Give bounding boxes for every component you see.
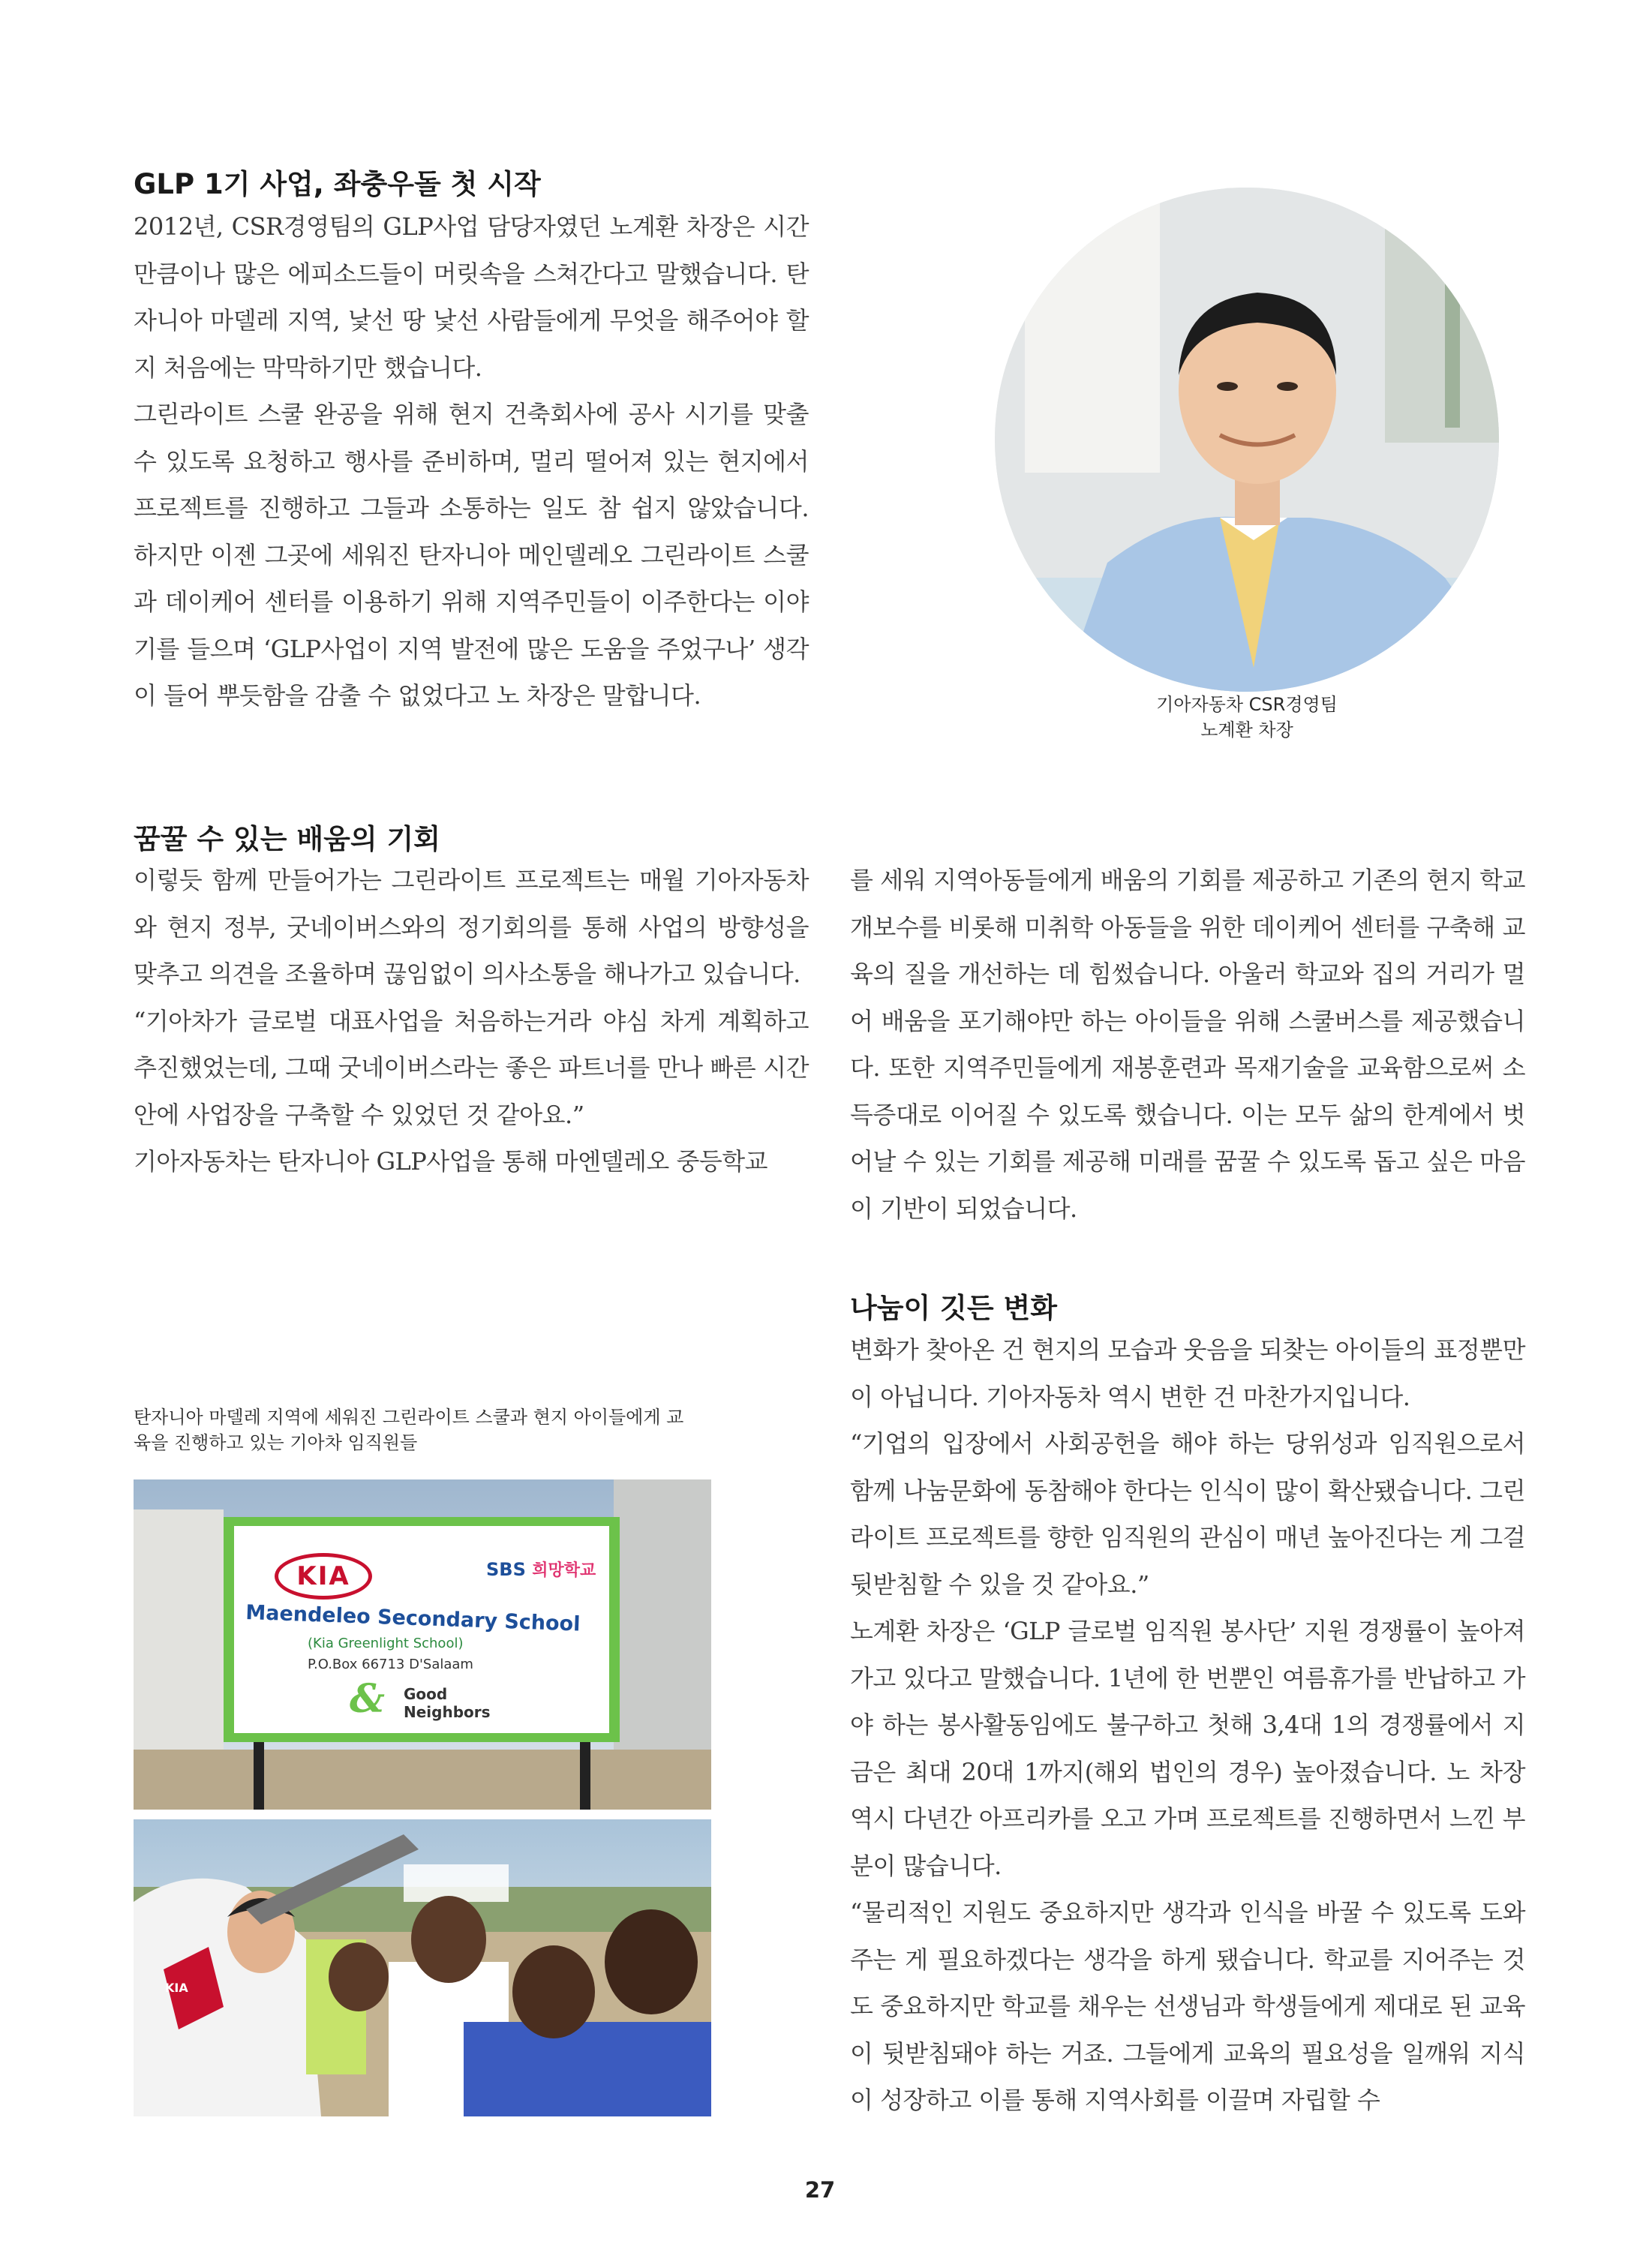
photos-caption (134, 1404, 719, 1455)
section2-left-paragraph-2: “기아차가 글로벌 대표사업을 처음하는거라 야심 차게 계획하고 추진했었는데, 그때 굿네이버스라는 좋은 파트너를 만나 빠른 시간 안에 사업장을 구축할 수 있었던 것 같아요.” (134, 1006, 809, 1129)
school-sign-photo (134, 1479, 711, 1810)
section3-body (850, 1326, 1525, 2124)
portrait-photo (995, 188, 1499, 692)
section1-body (134, 203, 809, 719)
photos-caption-line1: 탄자니아 마델레 지역에 세워진 그린라이트 스쿨과 현지 아이들에게 교 (134, 1407, 684, 1428)
section3-paragraph-4: “물리적인 지원도 중요하지만 생각과 인식을 바꿀 수 있도록 도와주는 게 필요하겠다는 생각을 하게 됐습니다. 학교를 지어주는 것도 중요하지만 학교를 채우는 선생님과 학생들에게 제대로 된 교육이 뒷받침돼야 하는 거죠. 그들에게 교육의 필요성을 일깨워 지식이 성장하고 이를 통해 지역사회를 이끌며 자립할 수 (850, 1898, 1525, 2114)
school-name: Maendeleo Secondary School (245, 1601, 581, 1636)
section2-heading: 꿈꿀 수 있는 배움의 기회 (134, 823, 440, 855)
school-address: P.O.Box 66713 D'Salaam (308, 1657, 473, 1672)
portrait-caption (995, 692, 1499, 743)
sbs-logo: SBS 희망학교 (486, 1559, 596, 1580)
section3-paragraph-2: “기업의 입장에서 사회공헌을 해야 하는 당위성과 임직원으로서 함께 나눔문화에 동참해야 한다는 인식이 많이 확산됐습니다. 그린라이트 프로젝트를 향한 임직원의 관심이 매년 높아진다는 게 그걸 뒷받침할 수 있을 것 같아요.” (850, 1429, 1525, 1599)
section2-right-body (850, 857, 1525, 1232)
section3-heading: 나눔이 깃든 변화 (850, 1292, 1057, 1324)
section2-right-paragraph: 를 세워 지역아동들에게 배움의 기회를 제공하고 기존의 현지 학교 개보수를 비롯해 미취학 아동들을 위한 데이케어 센터를 구축해 교육의 질을 개선하는 데 힘썼습니다. 아울러 학교와 집의 거리가 멀어 배움을 포기해야만 하는 아이들을 위해 스쿨버스를 제공했습니다. 또한 지역주민들에게 재봉훈련과 목재기술을 교육함으로써 소득증대로 이어질 수 있도록 했습니다. 이는 모두 삶의 한계에서 벗어날 수 있는 기회를 제공해 미래를 꿈꿀 수 있도록 돕고 싶은 마음이 기반이 되었습니다. (850, 866, 1525, 1223)
section2-left-paragraph-3: 기아자동차는 탄자니아 GLP사업을 통해 마엔델레오 중등학교 (134, 1147, 768, 1176)
good-neighbors-logo: Good Neighbors (404, 1685, 491, 1721)
photos-caption-line2: 육을 진행하고 있는 기아차 임직원들 (134, 1432, 418, 1453)
section1-paragraph-1: 2012년, CSR경영팀의 GLP사업 담당자였던 노계환 차장은 시간만큼이나 많은 에피소드들이 머릿속을 스쳐간다고 말했습니다. 탄자니아 마델레 지역, 낯선 땅 낯선 사람들에게 무엇을 해주어야 할지 처음에는 막막하기만 했습니다. (134, 212, 809, 382)
section3-paragraph-3: 노계환 차장은 ‘GLP 글로벌 임직원 봉사단’ 지원 경쟁률이 높아져 가고 있다고 말했습니다. 1년에 한 번뿐인 여름휴가를 반납하고 가야 하는 봉사활동임에도 불구하고 첫해 3,4대 1의 경쟁률에서 지금은 최대 20대 1까지(해외 법인의 경우) 높아졌습니다. 노 차장 역시 다년간 아프리카를 오고 가며 프로젝트를 진행하면서 느낀 부분이 많습니다. (850, 1617, 1525, 1880)
section2-left-paragraph-1: 이렇듯 함께 만들어가는 그린라이트 프로젝트는 매월 기아자동차와 현지 정부, 굿네이버스와의 정기회의를 통해 사업의 방향성을 맞추고 의견을 조율하며 끊임없이 의사소통을 해나가고 있습니다. (134, 866, 809, 988)
section1-paragraph-2: 그린라이트 스쿨 완공을 위해 현지 건축회사에 공사 시기를 맞출 수 있도록 요청하고 행사를 준비하며, 멀리 떨어져 있는 현지에서 프로젝트를 진행하고 그들과 소통하는 일도 참 쉽지 않았습니다. 하지만 이젠 그곳에 세워진 탄자니아 메인델레오 그린라이트 스쿨과 데이케어 센터를 이용하기 위해 지역주민들이 이주한다는 이야기를 들으며 ‘GLP사업이 지역 발전에 많은 도움을 주었구나’ 생각이 들어 뿌듯함을 감출 수 없었다고 노 차장은 말합니다. (134, 400, 809, 710)
school-subtitle: (Kia Greenlight School) (308, 1636, 464, 1651)
kia-logo: KIA (275, 1553, 372, 1600)
section1-heading: GLP 1기 사업, 좌충우돌 첫 시작 (134, 168, 541, 200)
section3-paragraph-1: 변화가 찾아온 건 현지의 모습과 웃음을 되찾는 아이들의 표정뿐만이 아닙니다. 기아자동차 역시 변한 건 마찬가지입니다. (850, 1335, 1525, 1411)
section2-left-body (134, 857, 809, 1185)
vest-kia-logo: KIA (165, 1981, 188, 1995)
portrait-caption-line2: 노계환 차장 (1200, 719, 1293, 740)
good-neighbors-icon: & (350, 1676, 385, 1722)
kids-activity-photo (134, 1819, 711, 2116)
page-number: 27 (804, 2177, 836, 2203)
portrait-caption-line1: 기아자동차 CSR경영팀 (1156, 694, 1338, 715)
